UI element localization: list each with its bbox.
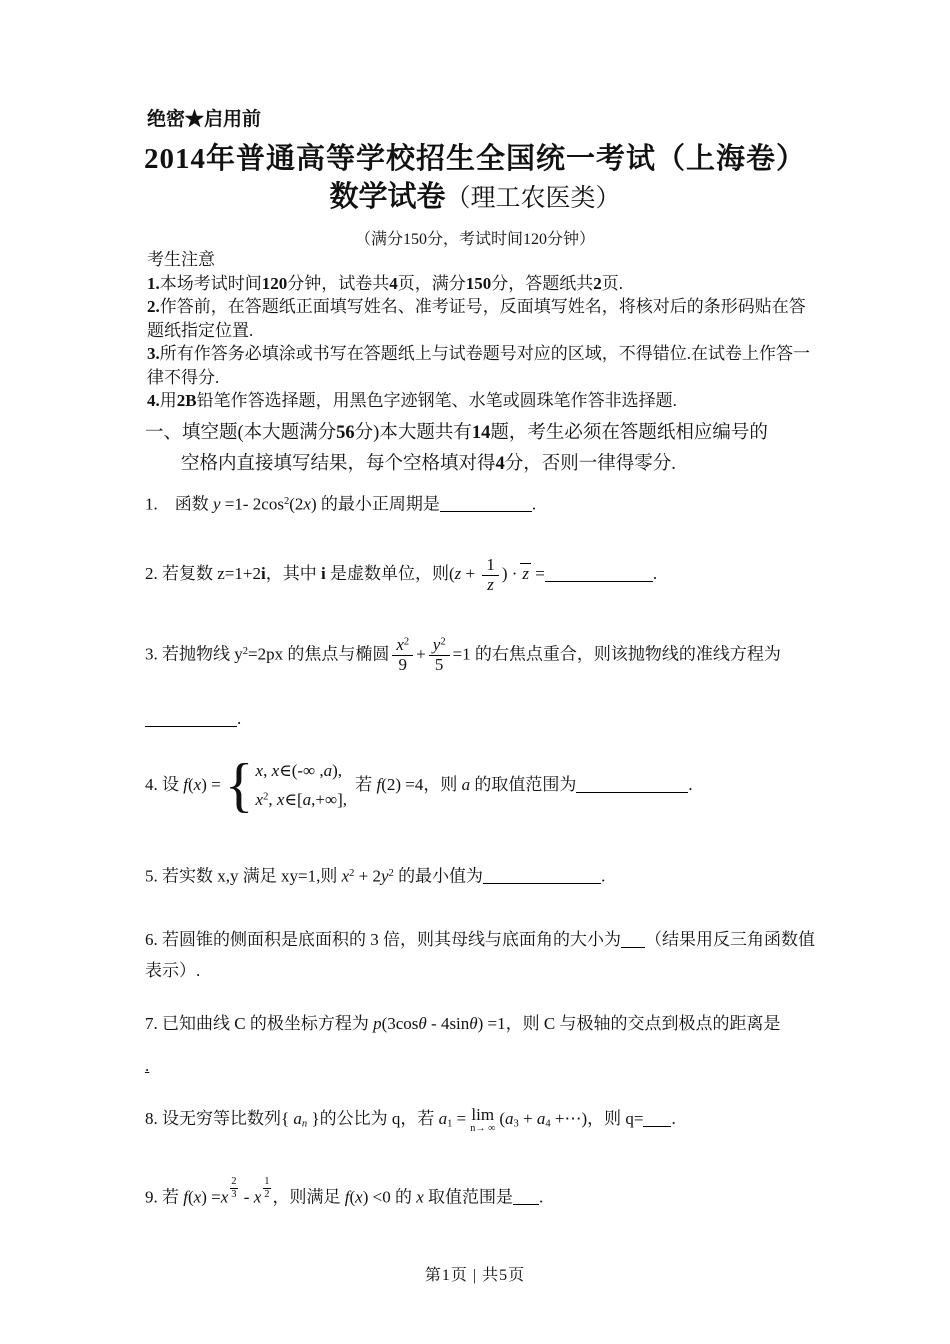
text-run: 2B bbox=[176, 391, 197, 410]
page-footer: 第1页 | 共5页 bbox=[424, 1267, 526, 1284]
answer-blank bbox=[643, 1109, 671, 1127]
math-var: y bbox=[381, 866, 389, 886]
text-run: 5 bbox=[434, 654, 444, 674]
text-run: 若 bbox=[351, 774, 377, 794]
text-run: 4 bbox=[495, 454, 505, 474]
score-time-line: （满分150分，考试时间120分钟） bbox=[354, 231, 595, 248]
text-run: 分钟，试卷共 bbox=[287, 273, 390, 293]
text-run: 的最小值为 bbox=[393, 866, 484, 886]
math-var: f bbox=[376, 774, 382, 794]
text-run: ) · bbox=[501, 564, 518, 584]
text-run: 4 bbox=[389, 273, 398, 293]
text-run: = bbox=[531, 564, 545, 584]
fraction bbox=[392, 636, 413, 674]
text-run: ,+∞], bbox=[311, 789, 347, 809]
section-fill-in-blanks-header bbox=[145, 418, 835, 480]
math-var: x bbox=[220, 1187, 229, 1207]
text-run: 4. 设 bbox=[145, 774, 184, 794]
question-4 bbox=[145, 752, 835, 819]
text-run: + bbox=[416, 644, 426, 664]
text-run: 2 bbox=[440, 636, 446, 648]
question-6 bbox=[145, 924, 835, 956]
text-run: 5. 若实数 x,y 满足 xy=1,则 bbox=[145, 866, 342, 886]
math-var: a bbox=[504, 1109, 514, 1128]
math-var: x bbox=[253, 1187, 262, 1207]
text-run: 作答前，在答题纸正面填写姓名、准考证号，反面填写姓名，将核对后的条形码贴在答 bbox=[159, 297, 806, 316]
text-run: =1 的右焦点重合，则该抛物线的准线方程为 bbox=[452, 644, 781, 664]
text-run: 分，答题纸共 bbox=[491, 273, 594, 293]
math-var: θ bbox=[469, 1014, 478, 1033]
text-run: ，则满足 bbox=[272, 1187, 345, 1207]
question-8 bbox=[145, 1103, 835, 1140]
question-7 bbox=[145, 1008, 835, 1040]
text-run: 一、填空题(本大题满分 bbox=[145, 423, 337, 443]
text-run: 1. 函数 bbox=[145, 494, 213, 514]
text-run: 律不得分. bbox=[147, 367, 220, 387]
text-run: . bbox=[531, 494, 537, 514]
text-run: （结果用反三角函数值 bbox=[645, 930, 815, 949]
math-var: a bbox=[302, 789, 312, 809]
answer-blank bbox=[440, 494, 532, 512]
math-var: z bbox=[454, 564, 462, 584]
text-run: 2. 若复数 z=1+2 bbox=[145, 564, 261, 584]
text-run: 56 bbox=[336, 423, 355, 443]
exam-subtitle bbox=[0, 174, 950, 215]
answer-blank bbox=[621, 930, 645, 948]
text-run: ∈[ bbox=[284, 789, 303, 809]
text-run: + 2 bbox=[354, 866, 381, 886]
text-run: 铅笔作答选择题，用黑色字迹钢笔、水笔或圆珠笔作答非选择题. bbox=[196, 391, 677, 410]
answer-blank bbox=[145, 709, 237, 727]
math-var: x bbox=[255, 761, 264, 780]
math-var: f bbox=[344, 1187, 350, 1207]
piecewise-cases bbox=[224, 752, 347, 819]
text-run: , bbox=[268, 789, 277, 809]
text-run: . bbox=[539, 1187, 544, 1207]
text-run: 2. bbox=[147, 297, 160, 316]
text-run: + bbox=[461, 564, 480, 584]
text-run: ) 的最小正周期是 bbox=[310, 494, 440, 514]
math-var: z bbox=[487, 574, 494, 594]
math-var: a bbox=[461, 774, 471, 794]
limit-operator: lim n→ ∞ bbox=[470, 1105, 496, 1134]
text-run: 分，否则一律得零分. bbox=[504, 454, 676, 474]
text-run: +⋯) bbox=[550, 1109, 588, 1128]
brace-glyph: { bbox=[224, 752, 254, 819]
math-var: x bbox=[341, 866, 350, 886]
math-var: p bbox=[373, 1014, 382, 1033]
math-var: a bbox=[438, 1109, 448, 1128]
text-run: 3 bbox=[513, 1118, 519, 1130]
fraction bbox=[429, 636, 450, 674]
notice-line-3b bbox=[147, 366, 827, 390]
math-var: a bbox=[536, 1109, 546, 1128]
text-run: 150 bbox=[465, 273, 492, 293]
text-run: 分)本大题共有 bbox=[354, 423, 472, 443]
text-run: ), bbox=[332, 761, 343, 780]
text-run: ( bbox=[187, 774, 194, 794]
text-run: 3. bbox=[147, 344, 160, 363]
notice-line-1 bbox=[147, 272, 827, 296]
exponent-fraction: $\frac{1}{2}$ bbox=[264, 1176, 270, 1200]
text-run: }的公比为 q，若 bbox=[307, 1109, 439, 1128]
text-run: 14 bbox=[471, 423, 491, 443]
text-run: ，则 q= bbox=[587, 1109, 644, 1128]
text-run: . bbox=[688, 774, 693, 794]
answer-blank bbox=[545, 564, 653, 582]
math-var: f bbox=[183, 774, 188, 794]
text-run: , bbox=[263, 761, 272, 780]
notice-line-4 bbox=[147, 389, 827, 413]
math-var: x bbox=[303, 494, 311, 514]
math-var: x bbox=[276, 789, 285, 809]
math-var: x bbox=[396, 635, 404, 655]
text-run: 4. bbox=[147, 391, 160, 410]
math-var: x bbox=[193, 1187, 202, 1207]
math-var: θ bbox=[418, 1014, 427, 1033]
text-run: . bbox=[652, 564, 658, 584]
text-run: 2 bbox=[242, 646, 249, 657]
math-var: x bbox=[193, 774, 202, 794]
math-var: x bbox=[416, 1187, 424, 1207]
text-run: 6. 若圆锥的侧面积是底面积的 3 倍，则其母线与底面角的大小为 bbox=[145, 930, 621, 949]
question-6-line2 bbox=[145, 955, 835, 987]
text-run: ) = bbox=[201, 774, 221, 794]
text-run: = bbox=[452, 1109, 467, 1128]
math-var: f bbox=[183, 1187, 188, 1207]
text-run: - 4sin bbox=[426, 1014, 470, 1033]
text-run: 1 bbox=[447, 1118, 453, 1130]
text-run: 所有作答务必填涂或书写在答题纸上与试卷题号对应的区域，不得错位.在试卷上作答一 bbox=[159, 344, 810, 363]
text-run: 2 bbox=[388, 868, 394, 879]
text-run: i bbox=[260, 564, 266, 584]
text-run: 4 bbox=[545, 1118, 551, 1130]
text-run: 本场考试时间 bbox=[159, 273, 262, 293]
fraction bbox=[482, 556, 499, 594]
math-var: n bbox=[301, 1118, 308, 1130]
text-run: 9 bbox=[398, 654, 408, 674]
section-header-line1 bbox=[145, 418, 835, 449]
exam-title: 2014年普通高等学校招生全国统一考试（上海卷） bbox=[143, 143, 806, 175]
text-run: =2px 的焦点与椭圆 bbox=[248, 644, 390, 664]
text-run: + bbox=[518, 1109, 537, 1128]
text-run: ( bbox=[349, 1187, 356, 1207]
question-3-blank-line bbox=[145, 703, 835, 735]
notice-line-3 bbox=[147, 342, 827, 366]
text-run: =1- 2cos bbox=[220, 494, 284, 514]
text-run: 120 bbox=[261, 273, 288, 293]
text-run: 1 bbox=[486, 555, 495, 574]
question-7-line2 bbox=[145, 1050, 835, 1082]
text-run: 空格内直接填写结果，每个空格填对得 bbox=[181, 454, 496, 474]
question-5 bbox=[145, 858, 835, 892]
text-run: i bbox=[320, 564, 326, 584]
text-run: 2 bbox=[263, 791, 269, 803]
text-run: . bbox=[671, 1109, 676, 1128]
question-3 bbox=[145, 636, 835, 675]
text-run: 7. 已知曲线 C 的极坐标方程为 bbox=[145, 1014, 374, 1033]
text-run: 题，考生必须在答题纸相应编号的 bbox=[490, 423, 768, 443]
text-run: ∈(-∞ , bbox=[279, 761, 324, 780]
text-run: ) =1，则 C 与极轴的交点到极点的距离是 bbox=[477, 1014, 781, 1033]
examinee-notice bbox=[147, 248, 827, 413]
text-run: ( bbox=[187, 1187, 194, 1207]
conjugate-overline bbox=[520, 563, 531, 584]
text-run: 2 bbox=[403, 636, 410, 648]
text-run: 取值范围是 bbox=[423, 1187, 513, 1207]
text-run: . bbox=[237, 709, 242, 728]
text-run: 题纸指定位置. bbox=[147, 320, 254, 340]
text-run: (2 bbox=[289, 494, 304, 514]
math-var: y bbox=[213, 494, 221, 514]
notice-heading: 考生注意 bbox=[147, 250, 215, 269]
section-header-line2 bbox=[181, 449, 835, 480]
answer-blank bbox=[513, 1187, 539, 1205]
exponent-fraction: $\frac{2}{3}$ bbox=[231, 1176, 237, 1200]
math-var: x bbox=[255, 789, 264, 809]
math-var: x bbox=[355, 1187, 363, 1207]
math-var: z bbox=[522, 564, 530, 584]
text-run: ，其中 bbox=[265, 564, 321, 584]
classification-banner: 绝密★启用前 bbox=[147, 109, 262, 130]
text-run: 页. bbox=[601, 273, 623, 293]
text-run: ( bbox=[499, 1109, 505, 1128]
text-run: . bbox=[601, 866, 606, 886]
text-run: 2 bbox=[593, 273, 602, 293]
text-run: 8. 设无穷等比数列{ bbox=[145, 1109, 294, 1128]
subtitle-category: （理工农医类） bbox=[445, 185, 621, 212]
text-run: ) <0 的 bbox=[362, 1187, 417, 1207]
case-row bbox=[256, 757, 347, 786]
text-run: . bbox=[145, 1056, 150, 1075]
text-run: (3cos bbox=[381, 1014, 419, 1033]
text-run: ，则 bbox=[423, 774, 462, 794]
text-run: 2 bbox=[349, 868, 355, 879]
text-run: 的取值范围为 bbox=[470, 774, 577, 794]
text-run: - bbox=[239, 1187, 254, 1207]
math-var: x bbox=[271, 761, 280, 780]
text-run: ) = bbox=[201, 1187, 221, 1207]
math-var: y bbox=[432, 635, 441, 655]
text-run: 1. bbox=[147, 273, 160, 293]
text-run: 用 bbox=[159, 391, 177, 410]
answer-blank bbox=[483, 866, 601, 884]
question-9 bbox=[145, 1176, 835, 1213]
notice-line-2b bbox=[147, 319, 827, 343]
case-row bbox=[256, 786, 347, 815]
question-2 bbox=[145, 556, 835, 594]
subtitle-main: 数学试卷 bbox=[329, 181, 446, 213]
text-run: 页，满分 bbox=[397, 273, 466, 293]
text-run: 2 bbox=[283, 496, 290, 507]
text-run: 9. 若 bbox=[145, 1187, 184, 1207]
answer-blank bbox=[576, 775, 688, 793]
math-var: a bbox=[323, 761, 333, 780]
notice-line-2 bbox=[147, 295, 827, 319]
text-run: 表示）. bbox=[145, 961, 201, 980]
text-run: 是虚数单位，则( bbox=[325, 564, 455, 584]
question-1 bbox=[145, 486, 835, 520]
text-run: (2) =4 bbox=[381, 774, 424, 794]
math-var: a bbox=[293, 1109, 302, 1128]
text-run: 3. 若抛物线 y bbox=[145, 644, 243, 664]
